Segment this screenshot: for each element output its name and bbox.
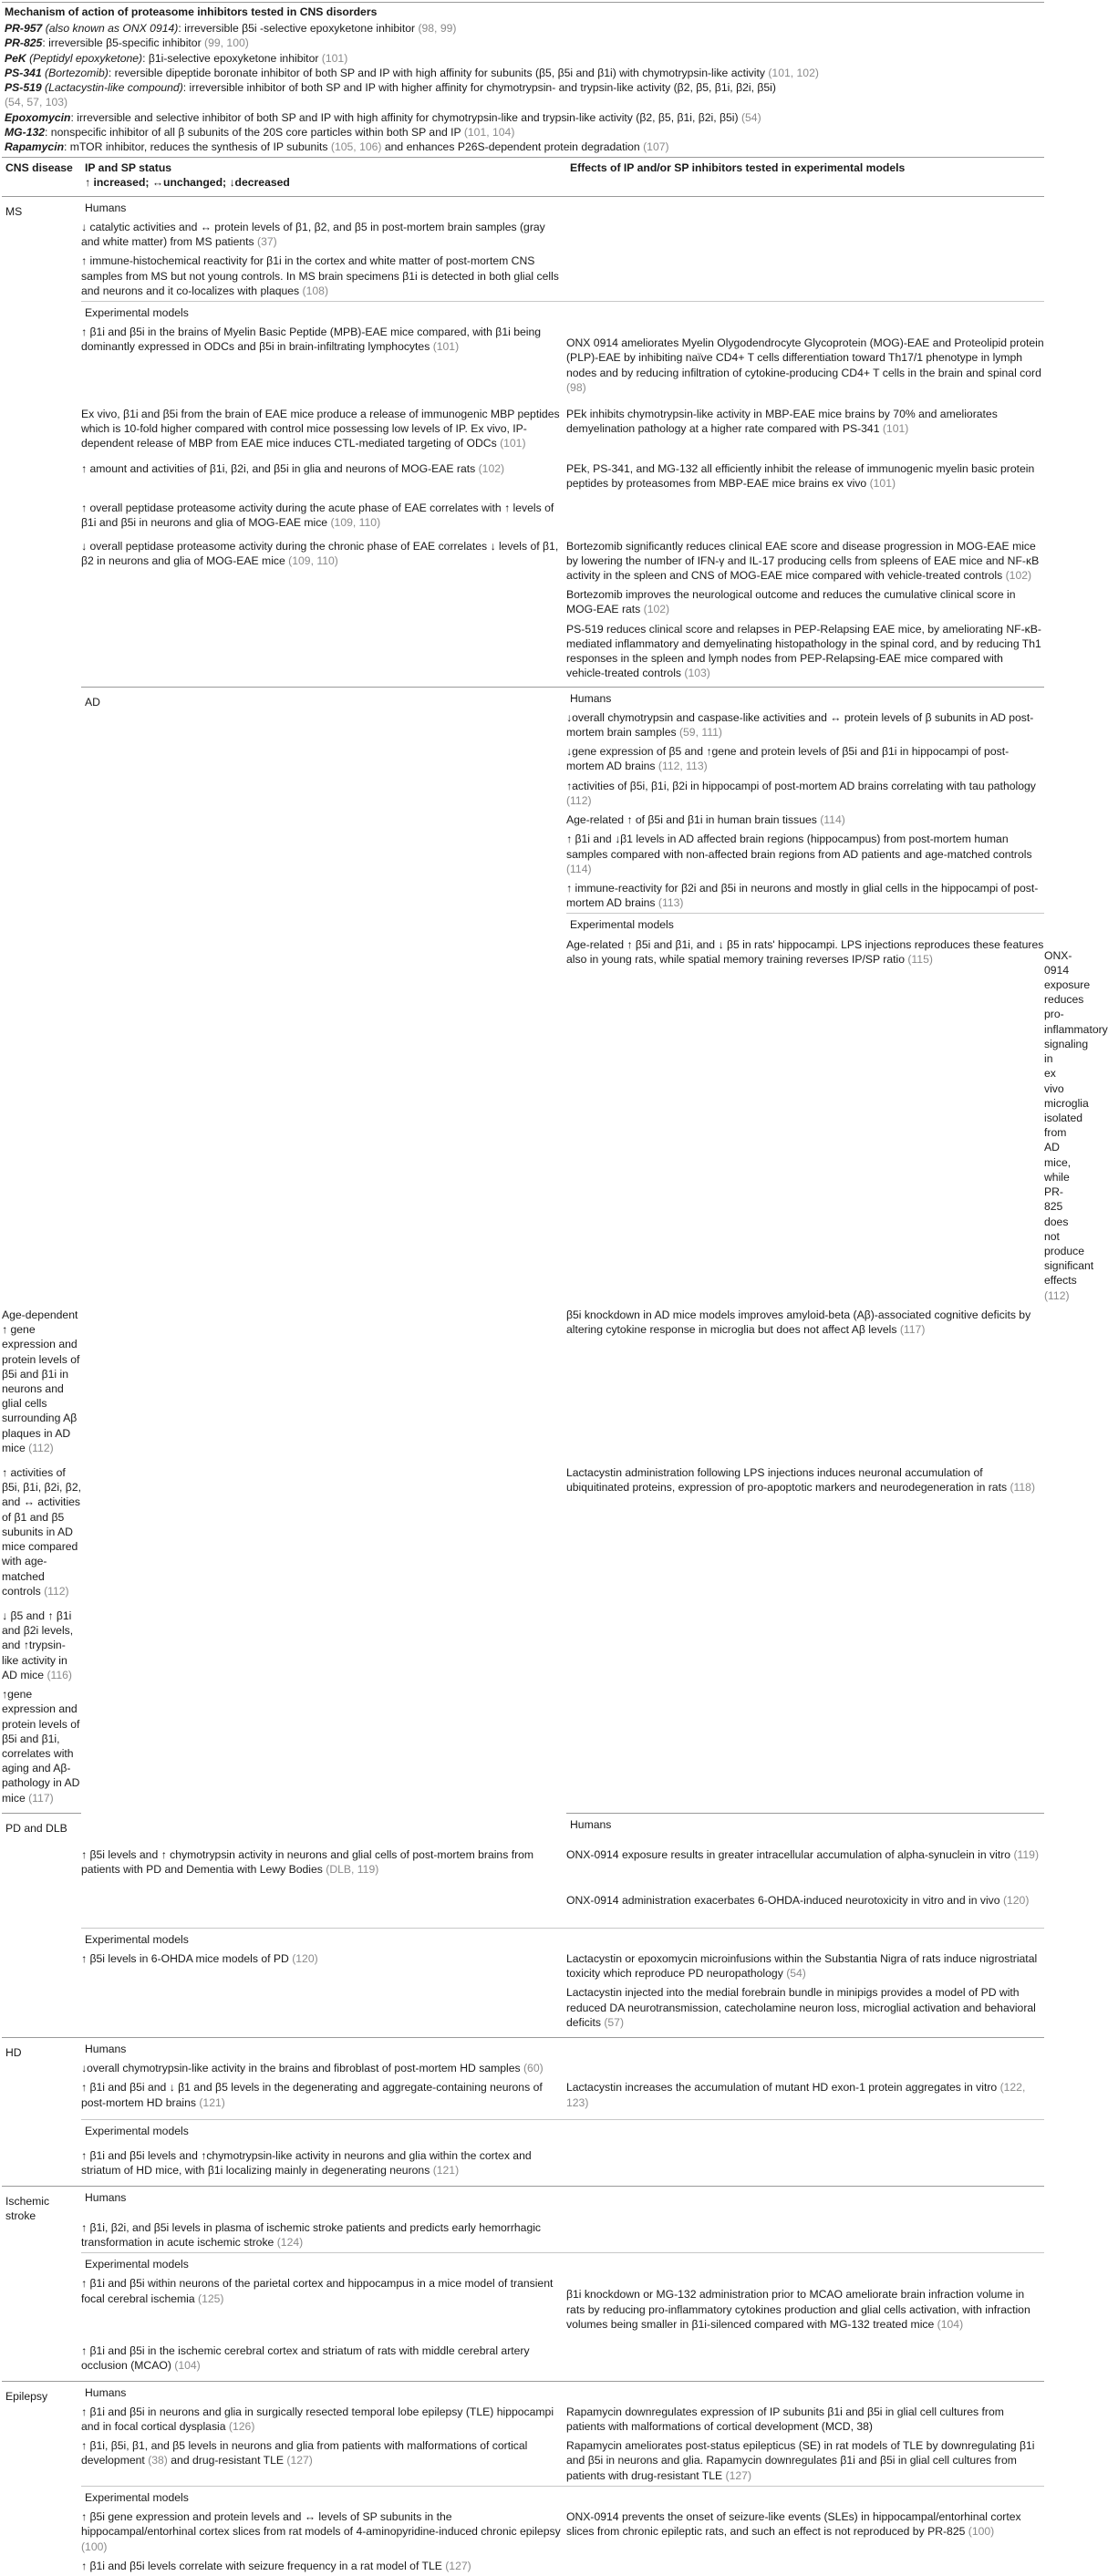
status-cell: Age-related ↑ β5i and β1i, and ↓ β5 in rats' hippocampi. LPS injections reproduces these features also in young rats, while spatial memory training reverses IP/SP ratio (115) [566, 937, 1044, 966]
status-cell: ↑ β1i, β5i, β1, and β5 levels in neurons and glia from patients with malformations of cortical development (38) and drug-resistant TLE (127) [81, 2439, 528, 2467]
mechanism-item: MG-132: nonspecific inhibitor of all β subunits of the 20S core particles within both SP and IP (101, 104) [5, 125, 515, 139]
status-cell: ↑ immune-reactivity for β2i and β5i in neurons and mostly in glial cells in the hippocampi of post-mortem AD brains (113) [566, 881, 1039, 910]
mechanism-item: PeK (Peptidyl epoxyketone): β1i-selective epoxyketone inhibitor (101) [5, 51, 348, 65]
status-cell: ↓ β5 and ↑ β1i and β2i levels, and ↑trypsin-like activity in AD mice (116) [2, 1609, 74, 1681]
effect-cell: ONX-0914 exposure results in greater intracellular accumulation of alpha-synuclein in vitro (119) [566, 1848, 1039, 1862]
table-row [2, 533, 1044, 586]
humans-label: Humans [570, 691, 612, 705]
table-row [2, 398, 1044, 454]
status-cell: ↓overall chymotrypsin-like activity in the brains and fibroblast of post-mortem HD samples (60) [81, 2062, 544, 2075]
effect-cell: Lactacystin or epoxomycin microinfusions within the Substantia Nigra of rats induce nigrostriatal toxicity which reproduce PD neuropathology (54) [566, 1951, 1038, 1981]
experimental-label: Experimental models [570, 918, 674, 932]
table-row [2, 2274, 1044, 2334]
status-cell: ↑ β5i gene expression and protein levels and ↔ levels of SP subunits in the hippocampal/entorhinal cortex slices from rat models of 4-aminopyridine-induced chronic epilepsy (100) [81, 2510, 561, 2553]
table-row [2, 2059, 1044, 2078]
table-row [2, 2508, 1044, 2557]
status-cell: ↑ β1i and β5i and ↓ β1 and β5 levels in the degenerating and aggregate-containing neurons of post-mortem HD brains (121) [81, 2081, 543, 2109]
mechanism-item: PS-341 (Bortezomib): reversible dipeptide boronate inhibitor of both SP and IP with high affinity for subunits (β5, β5i and β1i) with chymotrypsin-like activity (101, 102) [5, 66, 819, 79]
status-cell: ↓ catalytic activities and ↔ protein levels of β1, β2, and β5 in post-mortem brain samples (gray and white matter) from MS patients (37) [81, 220, 545, 249]
cns-table [2, 157, 1108, 2576]
experimental-label: Experimental models [85, 2490, 189, 2504]
disease-pd: PD and DLB [2, 1813, 81, 2037]
humans-label: Humans [85, 201, 127, 214]
status-cell: ↑gene expression and protein levels of β5i and β1i, correlates with aging and Aβ-pathology in AD mice (117) [2, 1688, 80, 1805]
effect-cell: PEk, PS-341, and MG-132 all efficiently inhibit the release of immunogenic myelin basic protein peptides by proteasomes from MBP-EAE mice brains ex vivo (101) [566, 461, 1035, 490]
table-row [2, 323, 1044, 398]
effect-cell: β1i knockdown or MG-132 administration prior to MCAO ameliorate brain infraction volume in rats by reducing pro-inflammatory cytokines production and glial cells activation, with infraction volumes being smaller in β1i-silenced compared with MG-132 treated mice (104) [566, 2288, 1030, 2331]
table-row [2, 2334, 1044, 2381]
status-cell: Age-dependent ↑ gene expression and protein levels of β5i and β1i in neurons and glial cells surrounding Aβ plaques in AD mice (112) [2, 1308, 80, 1454]
mechanism-item: (54, 57, 103) [5, 96, 68, 109]
status-cell: Age-related ↑ of β5i and β1i in human brain tissues (114) [566, 813, 845, 827]
disease-hd: HD [2, 2038, 81, 2187]
table-row [2, 454, 1044, 493]
table-row [2, 2381, 1044, 2403]
effect-cell: β5i knockdown in AD mice models improves amyloid-beta (Aβ)-associated cognitive deficits by altering cytokine response in microglia but does not affect Aβ levels (117) [566, 1308, 1031, 1337]
table-row [2, 2078, 1044, 2119]
header-disease: CNS disease [2, 158, 81, 196]
mechanism-item: PR-825: irreversible β5-specific inhibitor (99, 100) [5, 36, 249, 50]
experimental-label: Experimental models [85, 1932, 189, 1946]
table-row [2, 1835, 1044, 1879]
status-cell: ↑ immune-histochemical reactivity for β1i in the cortex and white matter of post-mortem CNS samples from MS but not young controls. In MS brain specimens β1i is detected in both glial cells and neurons and it co-localizes with plaques (108) [81, 254, 559, 297]
disease-ad: AD [81, 687, 566, 1835]
effect-cell: Lactacystin injected into the medial forebrain bundle in minipigs provides a model of PD with reduced DA neurotransmission, catecholamine neuron loss, microglial activation and behavioral deficits (57) [566, 1986, 1036, 2029]
table-row [2, 2038, 1044, 2060]
effect-cell: Lactacystin increases the accumulation of mutant HD exon-1 protein aggregates in vitro (122, 123) [566, 2081, 1026, 2109]
status-cell: ↑ β1i, β2i, and β5i levels in plasma of ischemic stroke patients and predicts early hemorrhagic transformation in acute ischemic stroke (124) [81, 2220, 542, 2249]
header-status-legend: ↑ increased; ↔unchanged; ↓decreased [85, 176, 290, 190]
disease-epilepsy: Epilepsy [2, 2381, 81, 2576]
effect-cell: Bortezomib improves the neurological outcome and reduces the cumulative clinical score in MOG-EAE rats (102) [566, 588, 1016, 616]
table-row [2, 493, 1044, 533]
status-cell: ↑ β1i and β5i levels and ↑chymotrypsin-like activity in neurons and glia within the cortex and striatum of HD mice, with β1i localizing mainly in degenerating neurons (121) [81, 2149, 532, 2178]
mechanism-title: Mechanism of action of proteasome inhibitors tested in CNS disorders [5, 5, 378, 18]
effect-cell: ONX-0914 prevents the onset of seizure-like events (SLEs) in hippocampal/entorhinal cortex slices from chronic epileptic rats, and such an effect is not reproduced by PR-825 (100) [566, 2510, 1021, 2539]
status-cell: ↓ overall peptidase proteasome activity during the chronic phase of EAE correlates ↓ levels of β1, β2 in neurons and glia of MOG-EAE mice (109, 110) [81, 539, 559, 567]
effect-cell: Rapamycin downregulates expression of IP subunits β1i and β5i in glial cell cultures from patients with malformations of cortical development (MCD, 38) [566, 2405, 1004, 2433]
status-cell: ↑ β1i and β5i in the ischemic cerebral cortex and striatum of rats with middle cerebral artery occlusion (MCAO) (104) [81, 2344, 530, 2373]
table-row [2, 585, 1044, 619]
mechanism-item: PR-957 (also known as ONX 0914): irreversible β5i -selective epoxyketone inhibitor (98, 99) [5, 22, 457, 36]
table-row [2, 2141, 1044, 2186]
table-header-row [2, 158, 1044, 196]
status-cell: ↓gene expression of β5 and ↑gene and protein levels of β5i and β1i in hippocampi of post-mortem AD brains (112, 113) [566, 745, 1010, 773]
disease-ms: MS [2, 196, 81, 1306]
experimental-label: Experimental models [85, 305, 189, 319]
effect-cell: Rapamycin ameliorates post-status epilepticus (SE) in rat models of TLE by downregulating β1i and β5i in neurons and glia. Rapamycin downregulates β1i and β5i in glial cell cultures from patients with drug-resistant TLE (127) [566, 2439, 1035, 2482]
status-cell: ↑ β1i and ↓β1 levels in AD affected brain regions (hippocampus) from post-mortem human samples compared with non-affected brain regions from AD patients and age-matched controls (114) [566, 833, 1032, 875]
table-row [2, 252, 1044, 301]
status-cell: ↑ amount and activities of β1i, β2i, and β5i in glia and neurons of MOG-EAE rats (102) [81, 461, 505, 475]
table-row [2, 2403, 1044, 2436]
table-row [2, 196, 1044, 218]
header-effects: Effects of IP and/or SP inhibitors tested in experimental models [566, 158, 1044, 196]
status-cell: ↑ β1i and β5i in neurons and glia in surgically resected temporal lobe epilepsy (TLE) hippocampi and in focal cortical dysplasia (126) [81, 2405, 554, 2433]
table-row [2, 218, 1044, 252]
effect-cell: PEk inhibits chymotrypsin-like activity in MBP-EAE mice brains by 70% and ameliorates demyelination pathology at a higher rate compared with PS-341 (101) [566, 408, 998, 436]
mechanism-item: PS-519 (Lactacystin-like compound): irreversible inhibitor of both SP and IP with higher affinity for chymotrypsin- and trypsin-like activity (β2, β5, β1i, β2i, β5i) [5, 81, 776, 95]
table-row [2, 301, 1044, 323]
humans-label: Humans [85, 2385, 127, 2399]
table-row [2, 2119, 1044, 2141]
table-row [2, 2557, 1044, 2576]
effect-cell: ONX-0914 administration exacerbates 6-OHDA-induced neurotoxicity in vitro and in vivo (120) [566, 1893, 1030, 1907]
status-cell: ↑ overall peptidase proteasome activity during the acute phase of EAE correlates with ↑ levels of β1i and β5i in neurons and glia of MOG-EAE mice (109, 110) [81, 502, 554, 530]
table-row [2, 1983, 1044, 2035]
header-status: IP and SP status ↑ increased; ↔unchanged; ↓decreased [81, 158, 566, 196]
status-cell: ↑ β1i and β5i in the brains of Myelin Basic Peptide (MPB)-EAE mice compared, with β1i being dominantly expressed in ODCs and β5i in brain-infiltrating lymphocytes (101) [81, 326, 542, 354]
status-cell: ↑activities of β5i, β1i, β2i in hippocampi of post-mortem AD brains correlating with tau pathology (112) [566, 779, 1036, 807]
table-row [2, 2208, 1044, 2253]
status-cell: ↓overall chymotrypsin and caspase-like activities and ↔ protein levels of β subunits in AD post-mortem brain samples (59, 111) [566, 710, 1034, 739]
table-row [2, 2486, 1044, 2508]
table-row [2, 1928, 1044, 1950]
effect-cell: Lactacystin administration following LPS injections induces neuronal accumulation of ubiquitinated proteins, expression of pro-apoptotic markers and neurodegeneration in rats (118) [566, 1466, 1035, 1495]
table-row [2, 1950, 1044, 1983]
mechanism-item: Rapamycin: mTOR inhibitor, reduces the synthesis of IP subunits (105, 106) and enhances P26S-dependent protein degradation (107) [5, 140, 669, 153]
status-cell: ↑ activities of β5i, β1i, β2i, β2, and ↔ activities of β1 and β5 subunits in AD mice compared with age-matched controls (112) [2, 1466, 81, 1598]
effect-cell: Bortezomib significantly reduces clinical EAE score and disease progression in MOG-EAE mice by lowering the number of IFN-γ and IL-17 producing cells from spleens of EAE mice and NF-κB activity in the spleen and CNS of MOG-EAE mice compared with vehicle-treated controls (102) [566, 539, 1040, 582]
status-cell: ↑ β5i levels in 6-OHDA mice models of PD (120) [81, 1951, 318, 1965]
table-row: Age-related ↑ β5i and β1i, and ↓ β5 in rats' hippocampi. LPS injections reproduces these features also in young rats, while spatial memory training reverses IP/SP ratio (115) ONX-0914 exposure reduces pro-inflammatory signaling in ex vivo microglia isolated from AD mice, while PR-825 does not produce significant effects (112) [2, 936, 1044, 1306]
table-row [2, 1880, 1044, 1929]
humans-label: Humans [85, 2190, 127, 2204]
experimental-label: Experimental models [85, 2258, 189, 2271]
status-cell: ↑ β1i and β5i within neurons of the parietal cortex and hippocampus in a mice model of transient focal cerebral ischemia (125) [81, 2277, 554, 2305]
disease-stroke: Ischemic stroke [2, 2186, 81, 2381]
mechanism-section [2, 2, 1044, 157]
status-cell: ↑ β5i levels and ↑ chymotrypsin activity in neurons and glial cells of post-mortem brains from patients with PD and Dementia with Lewy Bodies (DLB, 119) [81, 1848, 534, 1877]
table-row [2, 2436, 1044, 2486]
table-row [2, 687, 1044, 709]
status-cell: ↑ β1i and β5i levels correlate with seizure frequency in a rat model of TLE (127) [81, 2559, 471, 2572]
experimental-label: Experimental models [85, 2124, 189, 2137]
table-row [2, 620, 1044, 687]
table-row [2, 2186, 1044, 2208]
humans-label: Humans [85, 2043, 127, 2056]
effect-cell: PS-519 reduces clinical score and relapses in PEP-Relapsing EAE mice, by ameliorating NF-κB-mediated inflammatory and demyelinating histopathology in the spinal cord, and by reducing Th1 responses in the spleen and lymph nodes from PEP-Relapsing-EAE mice compared with vehicle-treated controls (103) [566, 622, 1041, 680]
effect-cell: ONX 0914 ameliorates Myelin Olygodendrocyte Glycoprotein (MOG)-EAE and Proteolipid protein (PLP)-EAE by inhibiting naïve CD4+ T cells differentiation toward Th17/1 phenotype in lymph nodes and by reducing infiltration of cytokine-producing CD4+ T cells in the brain and spinal cord (98) [566, 336, 1044, 394]
mechanism-item: Epoxomycin: irreversible and selective inhibitor of both SP and IP with high affinity for chymotrypsin-like and trypsin-like activity (β2, β5, β1i, β2i, β5i) (54) [5, 110, 761, 124]
humans-label: Humans [570, 1817, 612, 1831]
table-row [2, 2253, 1044, 2275]
status-cell: Ex vivo, β1i and β5i from the brain of EAE mice produce a release of immunogenic MBP peptides which is 10-fold higher compared with control mice possessing low levels of IP. Ex vivo, IP-dependent release of MBP from EAE mice induces CTL-mediated targeting of ODCs (101) [81, 408, 560, 450]
